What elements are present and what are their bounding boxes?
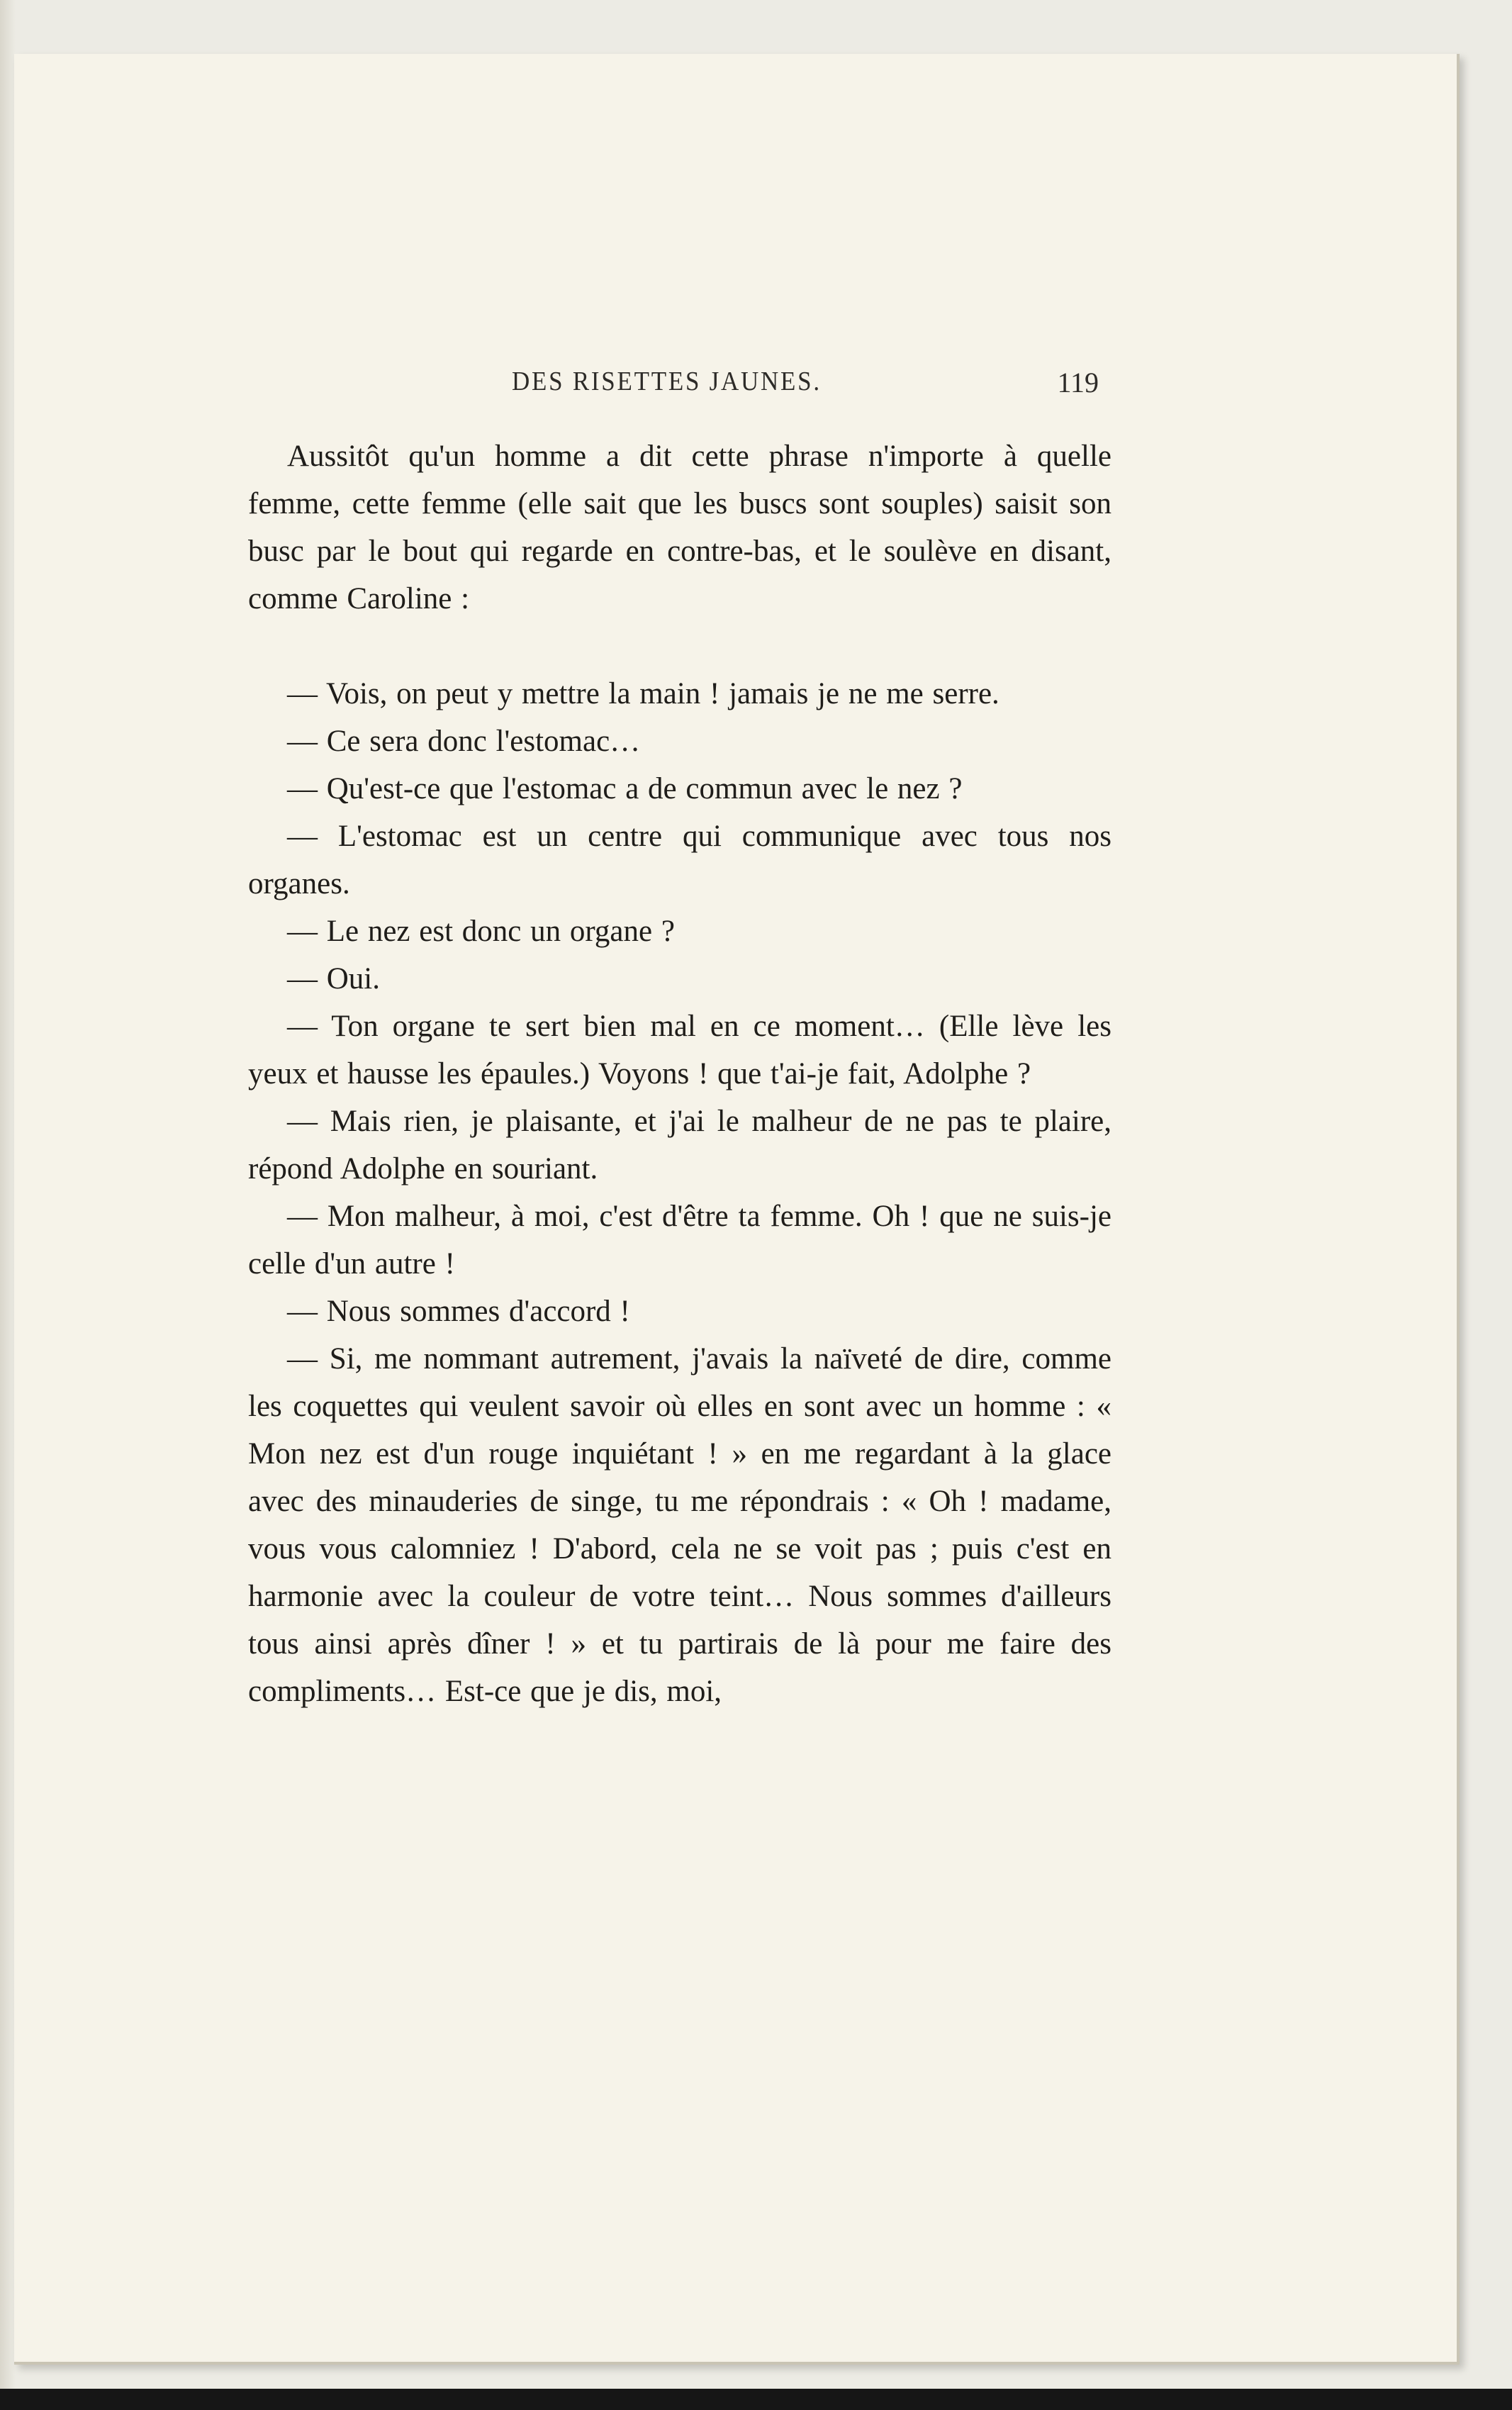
paragraph: Aussitôt qu'un homme a dit cette phrase n'importe à quelle femme, cette femme (elle sait que les buscs sont souples) saisit son busc par le bout qui regarde en contre-bas, et le soulève en disant, comme Caroline :	[248, 440, 1111, 615]
dialogue-line: — Ce sera donc l'estomac…	[287, 725, 641, 758]
dialogue-line: — Si, me nommant autrement, j'avais la naïveté de dire, comme les coquettes qui veulent savoir où elles en sont avec un homme : « Mon nez est d'un rouge inquiétant ! » en me regardant à la glace avec des minauderies de singe, tu me répondrais : « Oh ! madame, vous vous calomniez ! D'abord, cela ne se voit pas ; puis c'est en harmonie avec la couleur de votre teint… Nous sommes d'ailleurs tous ainsi après dîner ! » et tu partirais de là pour me faire des compliments… Est-ce que je dis, moi,	[248, 1342, 1111, 1708]
dialogue-line: — Vois, on peut y mettre la main ! jamais je ne me serre.	[287, 677, 999, 710]
page-edge-strip	[0, 0, 16, 2410]
dialogue-line: — Qu'est-ce que l'estomac a de commun avec le nez ?	[287, 772, 963, 805]
dialogue-line: — Le nez est donc un organe ?	[287, 915, 675, 948]
dialogue-line: — Oui.	[287, 962, 380, 995]
body-text	[248, 433, 1111, 1715]
scan-bottom-border	[0, 2389, 1512, 2410]
dialogue-line: — L'estomac est un centre qui communique avec tous nos organes.	[248, 820, 1111, 900]
dialogue-line: — Mais rien, je plaisante, et j'ai le malheur de ne pas te plaire, répond Adolphe en souriant.	[248, 1105, 1111, 1186]
dialogue-line: — Nous sommes d'accord !	[287, 1295, 630, 1328]
dialogue-line: — Ton organe te sert bien mal en ce moment… (Elle lève les yeux et hausse les épaules.) Voyons ! que t'ai-je fait, Adolphe ?	[248, 1010, 1111, 1090]
running-title: DES RISETTES JAUNES.	[512, 367, 822, 396]
page-number: 119	[1057, 367, 1099, 398]
dialogue-line: — Mon malheur, à moi, c'est d'être ta femme. Oh ! que ne suis-je celle d'un autre !	[248, 1200, 1111, 1281]
page-header	[512, 366, 1099, 403]
